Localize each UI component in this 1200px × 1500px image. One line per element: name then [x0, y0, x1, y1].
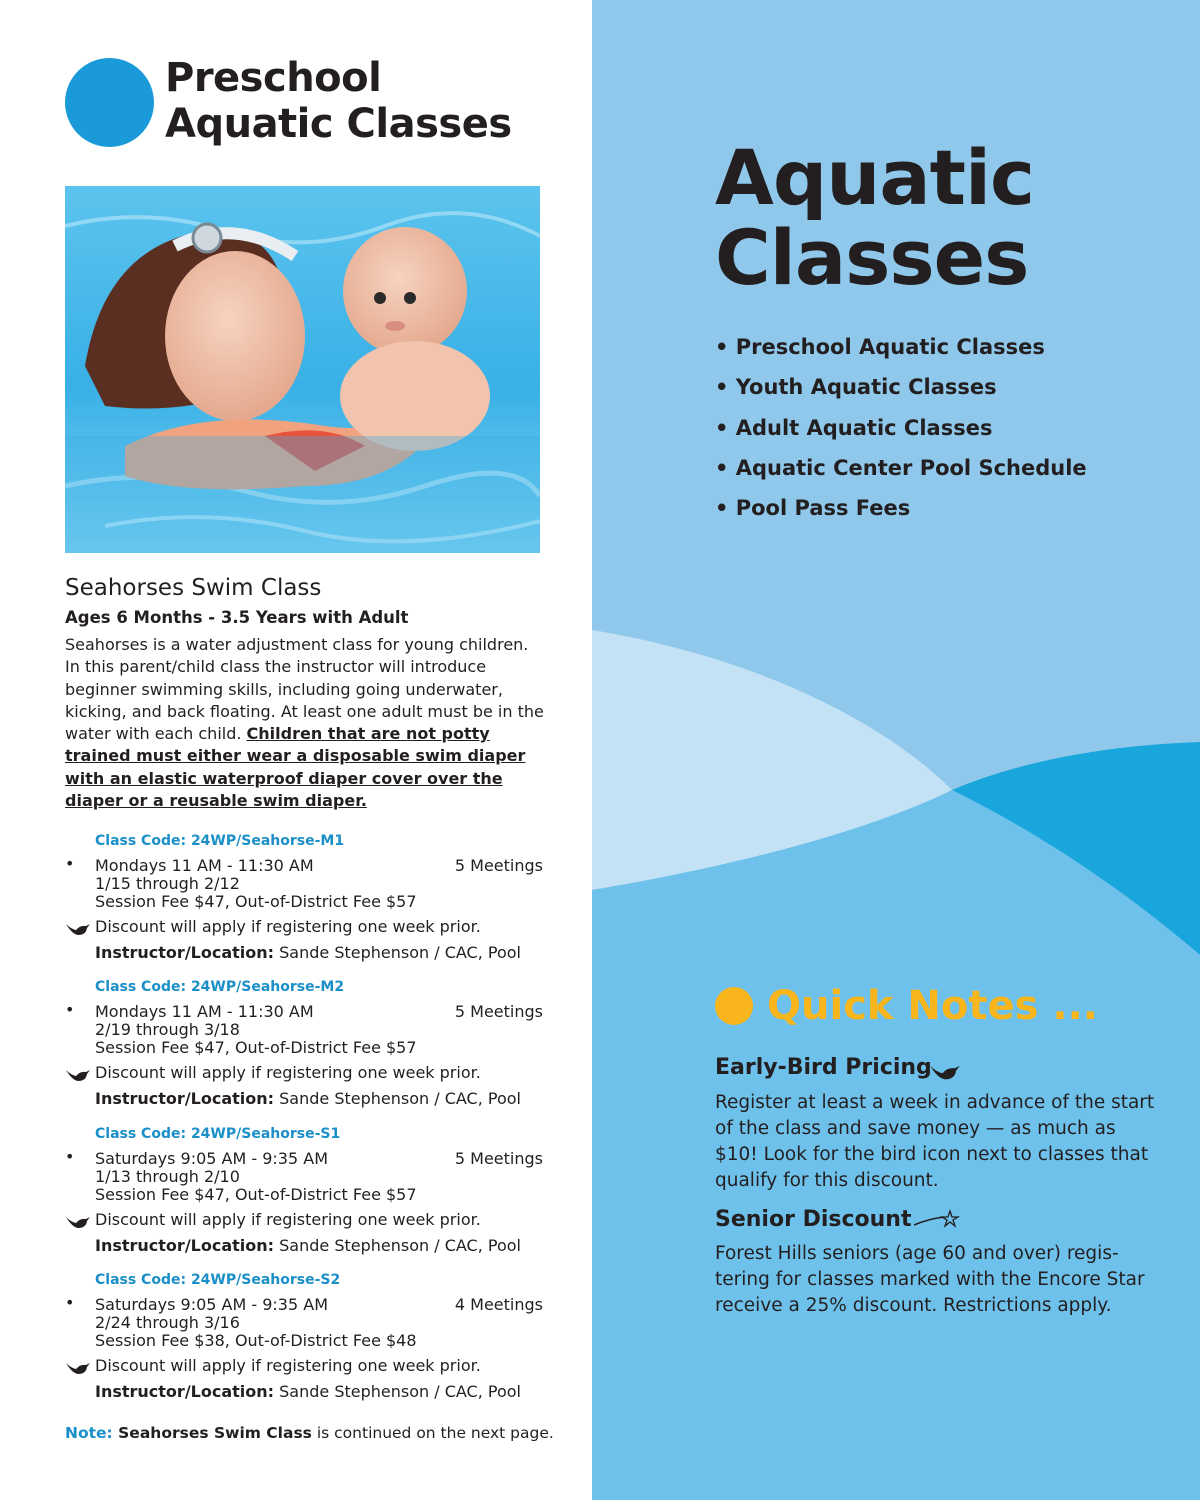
session-day-time: Saturdays 9:05 AM - 9:35 AM — [95, 1295, 328, 1314]
session-instructor — [95, 1237, 521, 1254]
session-discount: Discount will apply if registering one week prior. — [95, 1356, 481, 1375]
session-meetings: 5 Meetings — [454, 856, 543, 875]
instructor-label: Instructor/Location: — [95, 1089, 275, 1108]
quick-notes-title: Quick Notes ... — [767, 983, 1098, 1029]
early-bird-title: Early-Bird Pricing — [715, 1055, 932, 1080]
bullet-dot: • — [65, 1000, 75, 1019]
instructor-label: Instructor/Location: — [95, 943, 275, 962]
instructor-value: Sande Stephenson / CAC, Pool — [274, 1089, 521, 1108]
class-code: Class Code: 24WP/Seahorse-M2 — [95, 979, 345, 995]
senior-discount-text: Forest Hills seniors (age 60 and over) regis-tering for classes marked with the Encore Star receive a 25% discount. Restrictions apply. — [715, 1243, 1145, 1316]
class-code: Class Code: 24WP/Seahorse-S2 — [95, 1272, 341, 1288]
session-fees: Session Fee $47, Out-of-District Fee $57 — [95, 1185, 417, 1204]
section-header — [65, 55, 585, 155]
section-title: Preschool Aquatic Classes — [165, 55, 512, 147]
bird-icon — [65, 1214, 91, 1230]
session-discount: Discount will apply if registering one week prior. — [95, 1063, 481, 1082]
session-instructor — [95, 1383, 521, 1400]
session-instructor — [95, 944, 521, 961]
instructor-value: Sande Stephenson / CAC, Pool — [274, 943, 521, 962]
bird-icon — [929, 1062, 961, 1082]
note-label: Note: — [65, 1424, 113, 1442]
class-description — [65, 634, 545, 812]
instructor-label: Instructor/Location: — [95, 1382, 275, 1401]
session-fees: Session Fee $47, Out-of-District Fee $57 — [95, 1038, 417, 1057]
contents-item[interactable]: • Adult Aquatic Classes — [715, 415, 993, 440]
bullet-dot: • — [65, 1293, 75, 1312]
bird-icon — [65, 921, 91, 937]
contents-list — [715, 327, 1087, 528]
star-icon — [914, 1209, 960, 1229]
class-subtitle: Ages 6 Months - 3.5 Years with Adult — [65, 608, 409, 627]
left-page — [0, 0, 592, 1500]
section-dot-icon — [65, 58, 154, 147]
session-dates: 2/24 through 3/16 — [95, 1313, 240, 1332]
session-day-time: Mondays 11 AM - 11:30 AM — [95, 1002, 314, 1021]
session-block — [65, 979, 543, 1119]
session-discount: Discount will apply if registering one week prior. — [95, 917, 481, 936]
class-code: Class Code: 24WP/Seahorse-S1 — [95, 1126, 341, 1142]
session-block — [65, 833, 543, 973]
description-text: Seahorses is a water adjustment class for young children. In this parent/child class the instructor will introduce beginner swimming skills, including going underwater, kicking, and back floating. At least one adult must be in the water with each child. — [65, 635, 544, 744]
session-meetings: 5 Meetings — [454, 1002, 543, 1021]
panel-title: Aquatic Classes — [715, 133, 1035, 302]
note-class-name: Seahorses Swim Class — [112, 1424, 312, 1442]
session-dates: 1/15 through 2/12 — [95, 874, 240, 893]
session-dates: 1/13 through 2/10 — [95, 1167, 240, 1186]
session-day-time: Mondays 11 AM - 11:30 AM — [95, 856, 314, 875]
class-code: Class Code: 24WP/Seahorse-M1 — [95, 833, 345, 849]
instructor-value: Sande Stephenson / CAC, Pool — [274, 1382, 521, 1401]
bird-icon — [65, 1360, 91, 1376]
contents-item[interactable]: • Aquatic Center Pool Schedule — [715, 455, 1087, 480]
session-fees: Session Fee $38, Out-of-District Fee $48 — [95, 1331, 417, 1350]
quick-notes-header — [715, 982, 1175, 1032]
session-meetings: 5 Meetings — [454, 1149, 543, 1168]
class-title: Seahorses Swim Class — [65, 575, 322, 601]
description-emphasis: Children that are not potty trained must either wear a disposable swim diaper with an elastic waterproof diaper cover over the diaper or a reusable swim diaper. — [65, 724, 526, 811]
right-panel — [592, 0, 1200, 1500]
session-dates: 2/19 through 3/18 — [95, 1020, 240, 1039]
session-block — [65, 1272, 543, 1412]
continuation-note — [65, 1424, 554, 1442]
session-block — [65, 1126, 543, 1266]
senior-discount-title: Senior Discount — [715, 1207, 912, 1232]
session-day-time: Saturdays 9:05 AM - 9:35 AM — [95, 1149, 328, 1168]
contents-item[interactable]: • Pool Pass Fees — [715, 496, 911, 521]
session-discount: Discount will apply if registering one week prior. — [95, 1210, 481, 1229]
session-meetings: 4 Meetings — [454, 1295, 543, 1314]
contents-item[interactable]: • Preschool Aquatic Classes — [715, 335, 1045, 359]
contents-item[interactable]: • Youth Aquatic Classes — [715, 375, 997, 400]
session-instructor — [95, 1090, 521, 1107]
instructor-label: Instructor/Location: — [95, 1236, 275, 1255]
quick-notes-dot-icon — [715, 987, 753, 1025]
early-bird-text: Register at least a week in advance of the start of the class and save money — as much as $10! Look for the bird icon next to classes that qualify for this discount. — [715, 1092, 1155, 1191]
instructor-value: Sande Stephenson / CAC, Pool — [274, 1236, 521, 1255]
bullet-dot: • — [65, 854, 75, 873]
session-fees: Session Fee $47, Out-of-District Fee $57 — [95, 892, 417, 911]
bird-icon — [65, 1067, 91, 1083]
swim-photo — [65, 186, 540, 553]
note-text: is continued on the next page. — [311, 1424, 554, 1442]
bullet-dot: • — [65, 1147, 75, 1166]
